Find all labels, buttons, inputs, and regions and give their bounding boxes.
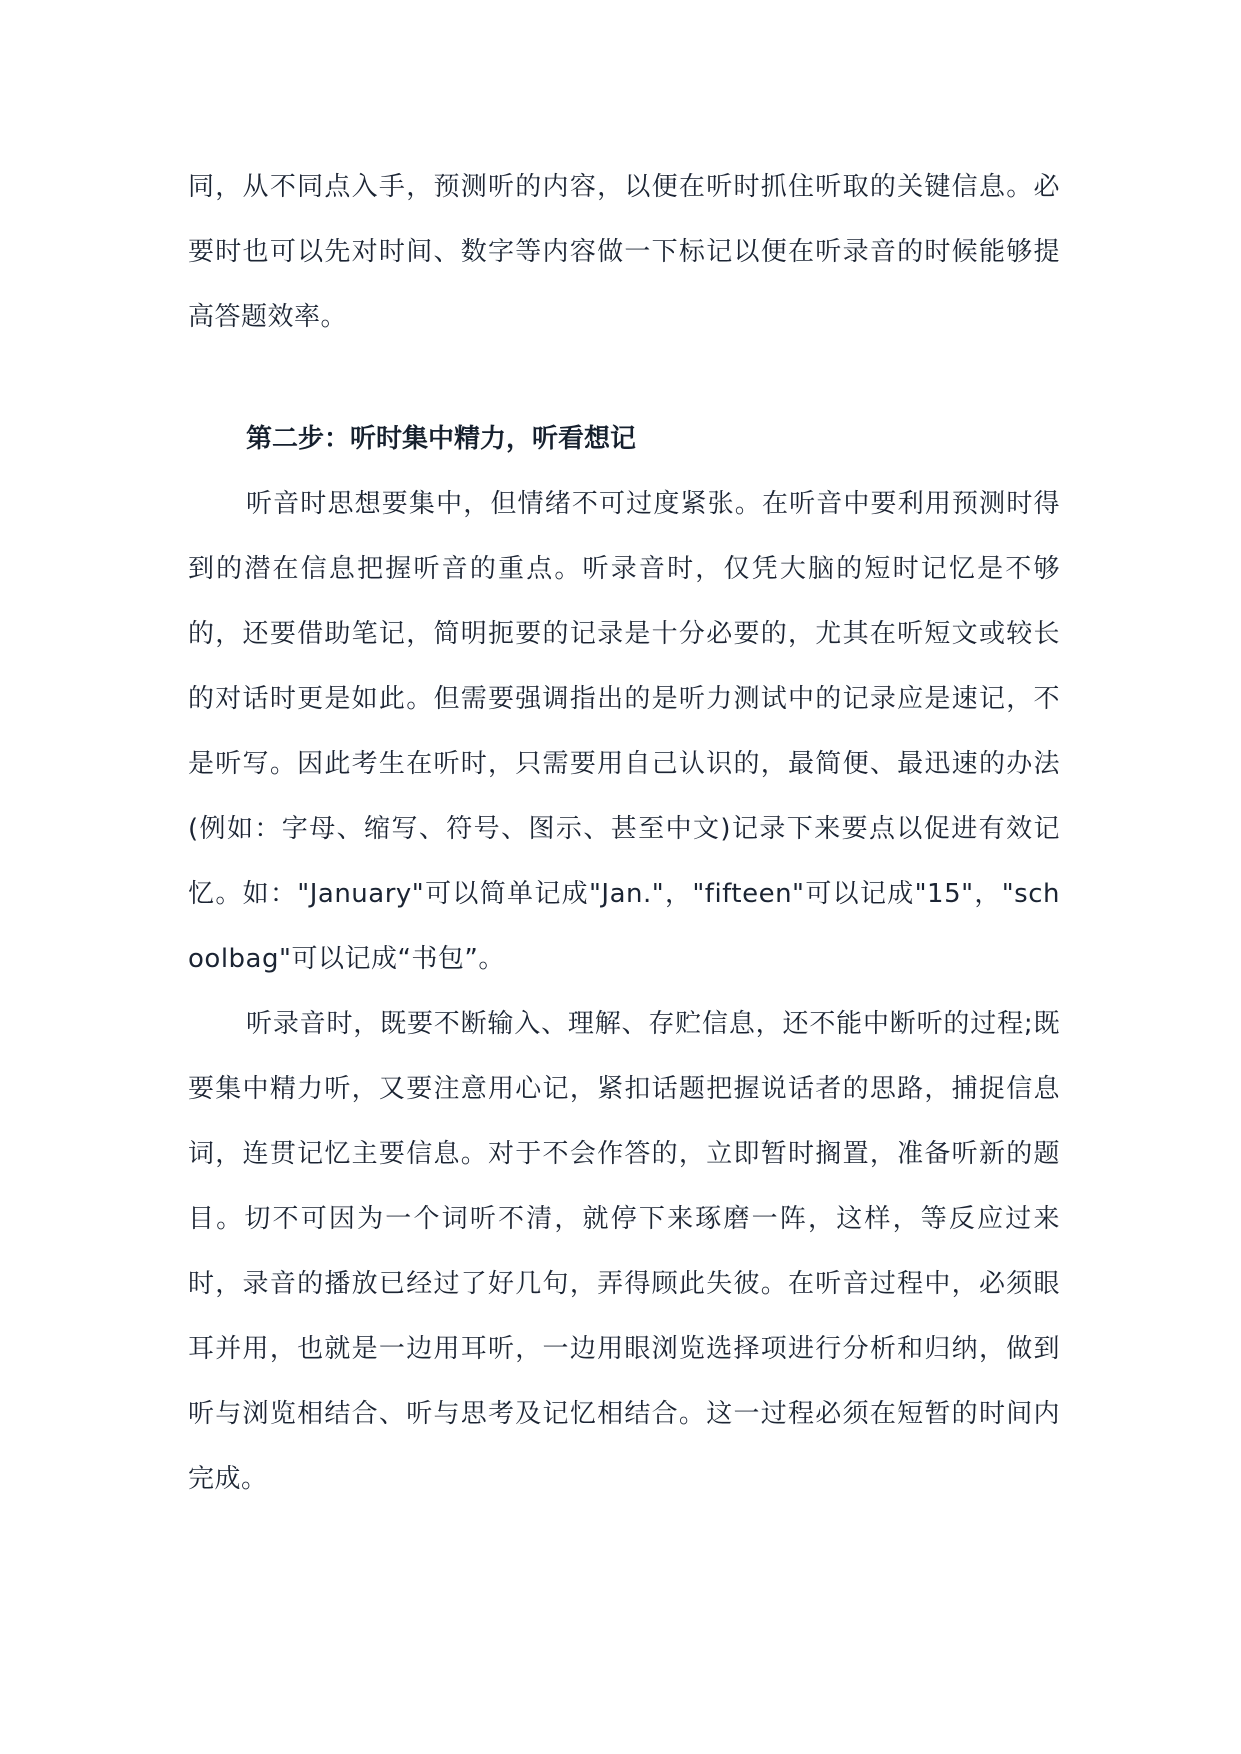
- document-body: [188, 155, 1060, 1512]
- body-paragraph-2: 听录音时，既要不断输入、理解、存贮信息，还不能中断听的过程;既要集中精力听，又要注意用心记，紧扣话题把握说话者的思路，捕捉信息词，连贯记忆主要信息。对于不会作答的，立即暂时搁置，准备听新的题目。切不可因为一个词听不清，就停下来琢磨一阵，这样，等反应过来时，录音的播放已经过了好几句，弄得顾此失彼。在听音过程中，必须眼耳并用，也就是一边用耳听，一边用眼浏览选择项进行分析和归纳，做到听与浏览相结合、听与思考及记忆相结合。这一过程必须在短暂的时间内完成。: [188, 1009, 1060, 1494]
- step-heading: 第二步：听时集中精力，听看想记: [246, 424, 637, 454]
- intro-paragraph: 同，从不同点入手，预测听的内容，以便在听时抓住听取的关键信息。必要时也可以先对时间、数字等内容做一下标记以便在听录音的时候能够提高答题效率。: [188, 172, 1060, 332]
- body-paragraph-1: 听音时思想要集中，但情绪不可过度紧张。在听音中要利用预测时得到的潜在信息把握听音的重点。听录音时，仅凭大脑的短时记忆是不够的，还要借助笔记，简明扼要的记录是十分必要的，尤其在听短文或较长的对话时更是如此。但需要强调指出的是听力测试中的记录应是速记，不是听写。因此考生在听时，只需要用自己认识的，最简便、最迅速的办法(例如：字母、缩写、符号、图示、甚至中文)记录下来要点以促进有效记忆。如："January"可以简单记成"Jan."，"fifteen"可以记成"15"，"schoolbag"可以记成“书包”。: [188, 489, 1060, 974]
